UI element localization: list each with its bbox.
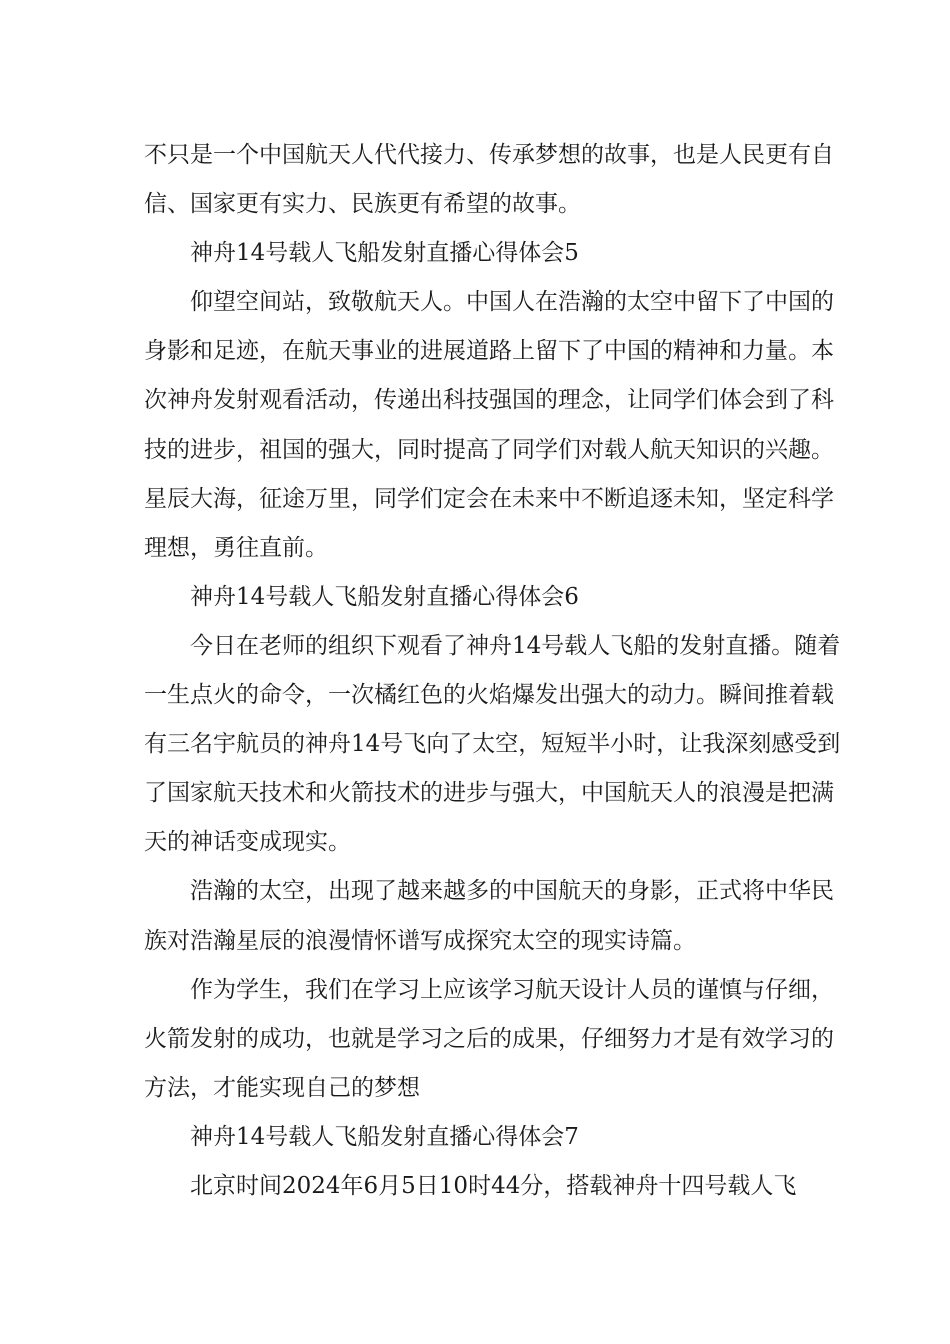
paragraph-section-6-a: 今日在老师的组织下观看了神舟14号载人飞船的发射直播。随着一生点火的命令，一次橘红色的火焰爆发出强大的动力。瞬间推着载有三名宇航员的神舟14号飞向了太空，短短半小时，让我深刻感受到了国家航天技术和火箭技术的进步与强大，中国航天人的浪漫是把满天的神话变成现实。 xyxy=(144,632,841,856)
paragraph-section-5: 仰望空间站，致敬航天人。中国人在浩瀚的太空中留下了中国的身影和足迹，在航天事业的进展道路上留下了中国的精神和力量。本次神舟发射观看活动，传递出科技强国的理念，让同学们体会到了科技的进步，祖国的强大，同时提高了同学们对载人航天知识的兴趣。星辰大海，征途万里，同学们定会在未来中不断追逐未知，坚定科学理想，勇往直前。 xyxy=(144,289,834,561)
paragraph-section-6-c: 作为学生，我们在学习上应该学习航天设计人员的谨慎与仔细，火箭发射的成功，也就是学习之后的成果，仔细努力才是有效学习的方法，才能实现自己的梦想 xyxy=(144,976,834,1101)
section-heading-6: 神舟14号载人飞船发射直播心得体会6 xyxy=(190,583,579,610)
section-heading-5: 神舟14号载人飞船发射直播心得体会5 xyxy=(190,240,579,267)
section-heading-7: 神舟14号载人飞船发射直播心得体会7 xyxy=(190,1123,579,1150)
paragraph-section-7: 北京时间2024年6月5日10时44分，搭载神舟十四号载人飞 xyxy=(190,1172,797,1199)
paragraph-intro-continuation: 不只是一个中国航天人代代接力、传承梦想的故事，也是人民更有自信、国家更有实力、民族更有希望的故事。 xyxy=(144,142,834,218)
paragraph-section-6-b: 浩瀚的太空，出现了越来越多的中国航天的身影，正式将中华民族对浩瀚星辰的浪漫情怀谱写成探究太空的现实诗篇。 xyxy=(144,878,834,954)
document-body xyxy=(144,131,844,1211)
